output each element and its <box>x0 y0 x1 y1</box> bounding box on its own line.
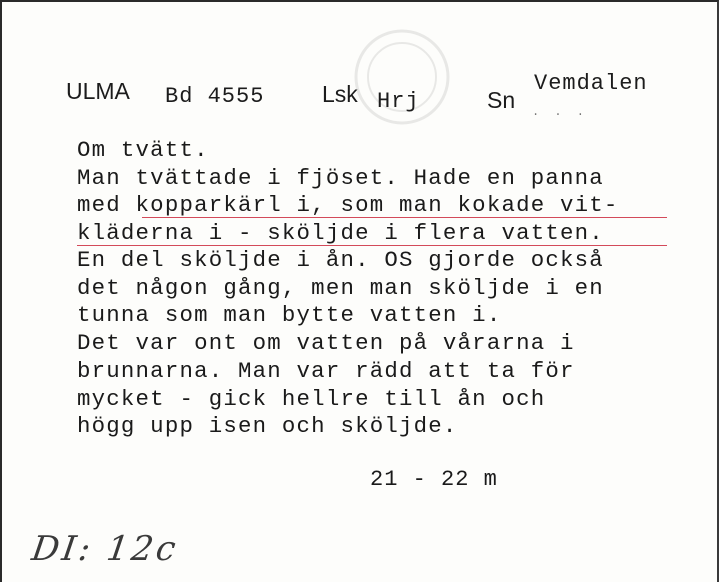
red-underline <box>77 245 667 246</box>
body-line: mycket - gick hellre till ån och <box>77 386 546 412</box>
body-line: brunnarna. Man var rädd att ta för <box>77 358 575 384</box>
body-line: högg upp isen och sköljde. <box>77 413 458 439</box>
lsk-label: Lsk <box>322 81 358 107</box>
handwritten-code: DI: 12c <box>29 529 182 569</box>
faded-stamp <box>347 22 457 132</box>
body-line: Man tvättade i fjöset. Hade en panna <box>77 165 604 191</box>
body-line: En del sköljde i ån. OS gjorde också <box>77 247 604 273</box>
body-line: tunna som man bytte vatten i. <box>77 302 502 328</box>
body-line: Det var ont om vatten på vårarna i <box>77 330 575 356</box>
body-line: det någon gång, men man sköljde i en <box>77 275 604 301</box>
body-line: Om tvätt. <box>77 137 209 163</box>
body-line: kläderna i - sköljde i flera vatten. <box>77 220 604 246</box>
sn-value: Vemdalen <box>534 71 648 96</box>
body-line: med kopparkärl i, som man kokade vit- <box>77 192 619 218</box>
archive-name: ULMA <box>66 78 130 104</box>
red-underline <box>142 217 667 218</box>
dotted-fill: . . . <box>532 105 589 119</box>
lsk-value: Hrj <box>377 89 420 114</box>
page-reference: 21 - 22 m <box>370 467 498 492</box>
sn-label: Sn <box>487 87 516 113</box>
record-reference: Bd 4555 <box>165 84 265 109</box>
